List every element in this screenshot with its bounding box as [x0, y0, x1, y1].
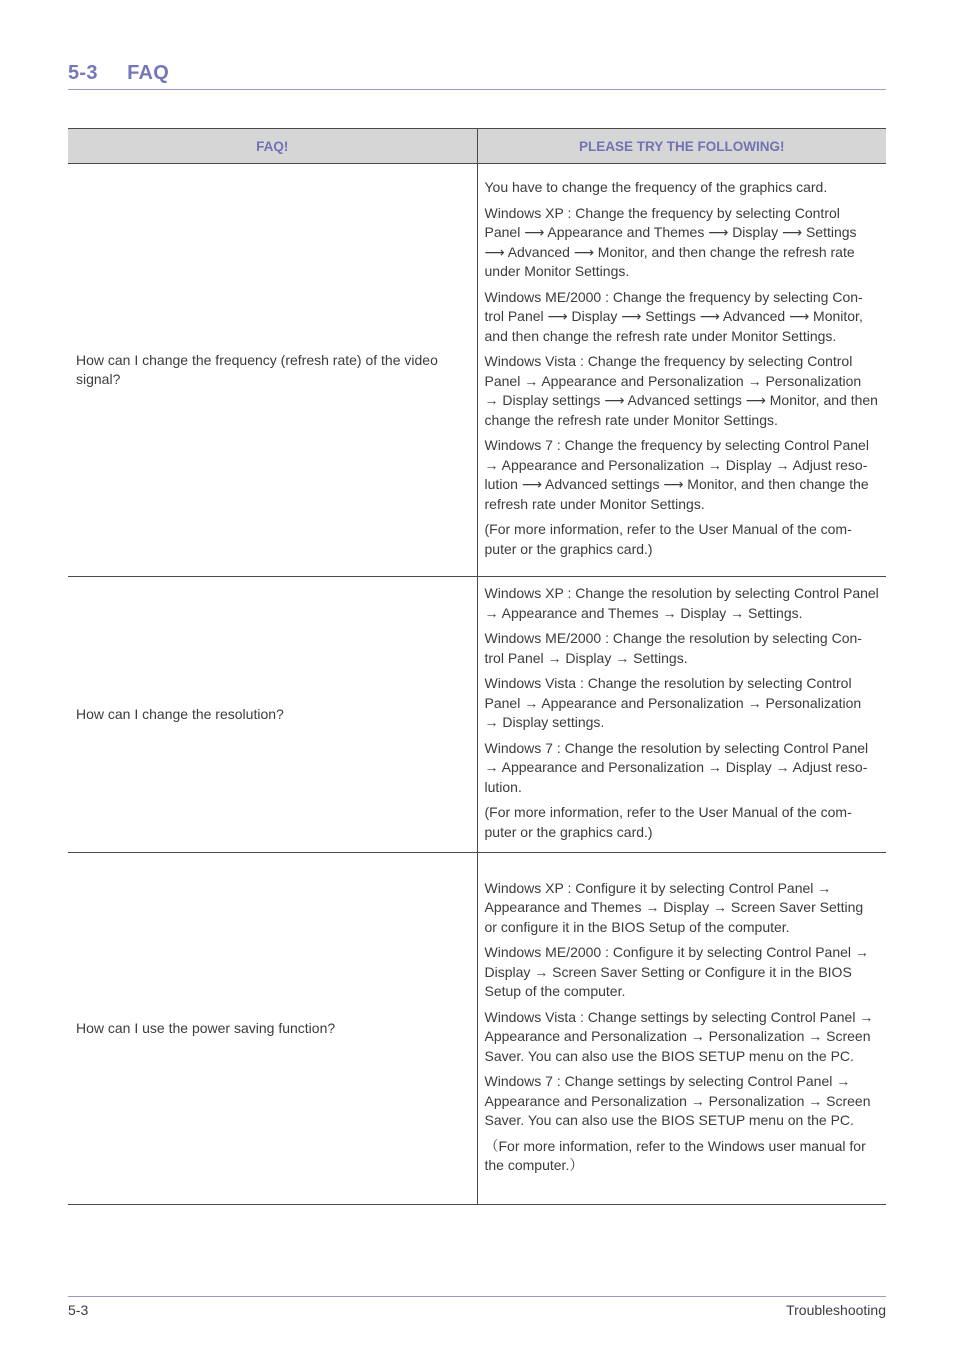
page-footer — [68, 1296, 886, 1322]
answer-paragraph: Windows 7 : Change the resolution by selecting Control Panel → Appearance and Personalization → Display → Adjust reso-lution. — [484, 739, 869, 795]
answer-paragraph: (For more information, refer to the User Manual of the com-puter or the graphics card.) — [484, 804, 852, 840]
footer-section-name: Troubleshooting — [786, 1302, 886, 1318]
answer-paragraph: Windows Vista : Change settings by selecting Control Panel → Appearance and Personalization → Personalization → Screen Saver. You can also use the BIOS SETUP menu on the PC. — [484, 1008, 874, 1064]
answer-paragraph: Windows 7 : Change settings by selecting Control Panel → Appearance and Personalization → Personalization → Screen Saver. You can also use the BIOS SETUP menu on the PC. — [484, 1073, 871, 1128]
answer-paragraph: Windows 7 : Change the frequency by selecting Control Panel → Appearance and Personalization → Display → Adjust reso-lution ⟶ Advanced settings ⟶ Monitor, and then change the refresh rate under Monitor Settings. — [484, 437, 869, 512]
faq-answer — [477, 577, 886, 853]
answer-paragraph: Windows Vista : Change the frequency by selecting Control Panel → Appearance and Personalization → Personalization → Display settings ⟶ Advanced settings ⟶ Monitor, and then change the refresh rate under Monitor Settings. — [484, 353, 878, 428]
answer-paragraph: Windows Vista : Change the resolution by selecting Control Panel → Appearance and Personalization → Personalization → Display settings. — [484, 675, 862, 730]
section-title: 5-3 FAQ — [68, 62, 170, 84]
answer-paragraph: （For more information, refer to the Windows user manual for the computer.） — [484, 1137, 866, 1173]
faq-answer — [477, 853, 886, 1205]
answer-paragraph: Windows ME/2000 : Change the frequency by selecting Con-trol Panel ⟶ Display ⟶ Settings ⟶ Advanced ⟶ Monitor, and then change the refresh rate under Monitor Settings. — [484, 288, 863, 344]
faq-answer — [477, 164, 886, 577]
faq-column-header: FAQ! — [68, 129, 477, 164]
table-row — [68, 853, 886, 1205]
table-row — [68, 164, 886, 577]
answer-paragraph: (For more information, refer to the User Manual of the com-puter or the graphics card.) — [484, 521, 852, 557]
table-header-row — [68, 129, 886, 164]
faq-table — [68, 128, 886, 1205]
faq-question: How can I change the resolution? — [68, 577, 477, 853]
answer-paragraph: Windows XP : Configure it by selecting Control Panel → Appearance and Themes → Display → Screen Saver Setting or configure it in the BIOS Setup of the computer. — [484, 879, 864, 935]
answer-paragraph: Windows ME/2000 : Configure it by selecting Control Panel → Display → Screen Saver Setting or Configure it in the BIOS Setup of the computer. — [484, 944, 869, 999]
solution-column-header: PLEASE TRY THE FOLLOWING! — [477, 129, 886, 164]
table-row — [68, 577, 886, 853]
answer-paragraph: You have to change the frequency of the graphics card. — [484, 179, 828, 195]
answer-paragraph: Windows ME/2000 : Change the resolution by selecting Con-trol Panel → Display → Settings. — [484, 630, 862, 666]
answer-paragraph: Windows XP : Change the resolution by selecting Control Panel → Appearance and Themes → Display → Settings. — [484, 585, 879, 621]
faq-question: How can I change the frequency (refresh rate) of the video signal? — [68, 164, 477, 577]
answer-paragraph: Windows XP : Change the frequency by selecting Control Panel ⟶ Appearance and Themes ⟶ Display ⟶ Settings ⟶ Advanced ⟶ Monitor, and then change the refresh rate under Monitor Settings. — [484, 204, 857, 279]
section-heading — [68, 62, 886, 90]
page-number: 5-3 — [68, 1302, 89, 1318]
faq-question: How can I use the power saving function? — [68, 853, 477, 1205]
